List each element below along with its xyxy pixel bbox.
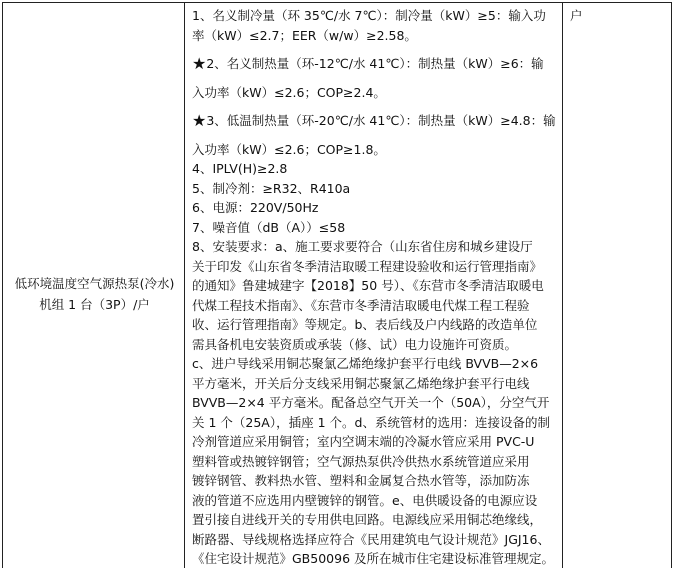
spec-item-8-line: 8、安装要求：a、施工要求要符合（山东省住房和城乡建设厅 — [192, 239, 533, 254]
spec-item-7: 7、噪音值（dB（A））≤58 — [192, 219, 346, 235]
spec-item-8-line: 关于印发《山东省冬季清洁取暖工程建设验收和运行管理指南》 — [192, 258, 543, 274]
spec-item-8-line: 置引接自进线开关的专用供电回路。电源线应采用铜芯绝缘线， — [192, 512, 543, 527]
unit-cell — [563, 3, 671, 568]
product-name — [9, 273, 180, 315]
spec-item-8-line: 镀锌钢管、教料热水管、塑料和金属复合热水管等，添加防冻 — [192, 473, 530, 488]
spec-item-8-line: 的通知》鲁建城建字【2018】50 号）、《东营市冬季清洁取暖电 — [192, 278, 544, 293]
spec-item-8-line: 塑料管或热镀锌钢管；空气源热泵供冷供热水系统管道应采用 — [192, 453, 530, 469]
product-name-cell — [3, 3, 185, 568]
spec-cell — [185, 3, 563, 568]
spec-item-8 — [192, 237, 556, 569]
spec-item-4: 4、IPLV(H)≥2.8 — [192, 161, 288, 176]
product-name-line-2: 机组 1 台（3P）/户 — [39, 297, 150, 312]
spec-item-8-line: 《住宅设计规范》GB50096 及所在城市住宅建设标准管理规定。 — [192, 551, 555, 566]
spec-item-8-line: BVVB—2×4 平方毫米。配备总空气开关一个（50A），分空气开 — [192, 395, 550, 410]
spec-item-3-line-2: 入功率（kW）≤2.6；COP≥1.8。 — [192, 141, 386, 157]
spec-item-6: 6、电源：220V/50Hz — [192, 200, 319, 215]
spec-item-8-line: 断路器、导线规格选择应符合《民用建筑电气设计规范》JGJ16、 — [192, 531, 550, 547]
spec-item-2-line-1: 2、名义制热量（环-12℃/水 41℃）：制热量（kW）≥6：输 — [206, 56, 544, 71]
spec-item-3-line-1: 3、低温制热量（环-20℃/水 41℃）：制热量（kW）≥4.8：输 — [206, 113, 556, 128]
unit-label: 户 — [570, 8, 583, 23]
spec-item-8-line: 代煤工程技术指南》、《东营市冬季清洁取暖电代煤工程工程验 — [192, 297, 530, 313]
spec-item-2-line-2: 入功率（kW）≤2.6；COP≥2.4。 — [192, 84, 386, 100]
star-icon: ★ — [192, 111, 207, 130]
spec-item-8-line: 冷剂管道应采用铜管；室内空调末端的冷凝水管应采用 PVC-U — [192, 434, 535, 449]
spec-item-8-line: 需具备机电安装资质或承装（修、试）电力设施许可资质。 — [192, 336, 518, 352]
spec-item-8-line: 关 1 个（25A），插座 1 个。d、系统管材的选用：连接设备的制 — [192, 414, 550, 430]
spec-item-8-line: 液的管道不应选用内壁镀锌的钢管。e、电供暖设备的电源应设 — [192, 492, 538, 508]
spec-item-8-line: 平方毫米，开关后分支线采用铜芯聚氯乙烯绝缘护套平行电线 — [192, 375, 530, 391]
spec-table — [2, 2, 672, 568]
star-icon: ★ — [192, 54, 207, 73]
product-name-line-1: 低环境温度空气源热泵(冷水) — [14, 276, 175, 291]
spec-text — [192, 6, 556, 569]
spec-item-8-line: c、进户导线采用铜芯聚氯乙烯绝缘护套平行电线 BVVB—2×6 — [192, 356, 539, 371]
spec-item-1-line-2: 率（kW）≤2.7；EER（w/w）≥2.58。 — [192, 27, 417, 43]
spec-item-1-line-1: 1、名义制冷量（环 35℃/水 7℃）：制冷量（kW）≥5：输入功 — [192, 8, 546, 23]
spec-item-8-line: 收、运行管理指南》等规定。b、表后线及户内线路的改造单位 — [192, 317, 538, 332]
spec-item-5: 5、制冷剂：≥R32、R410a — [192, 180, 351, 196]
